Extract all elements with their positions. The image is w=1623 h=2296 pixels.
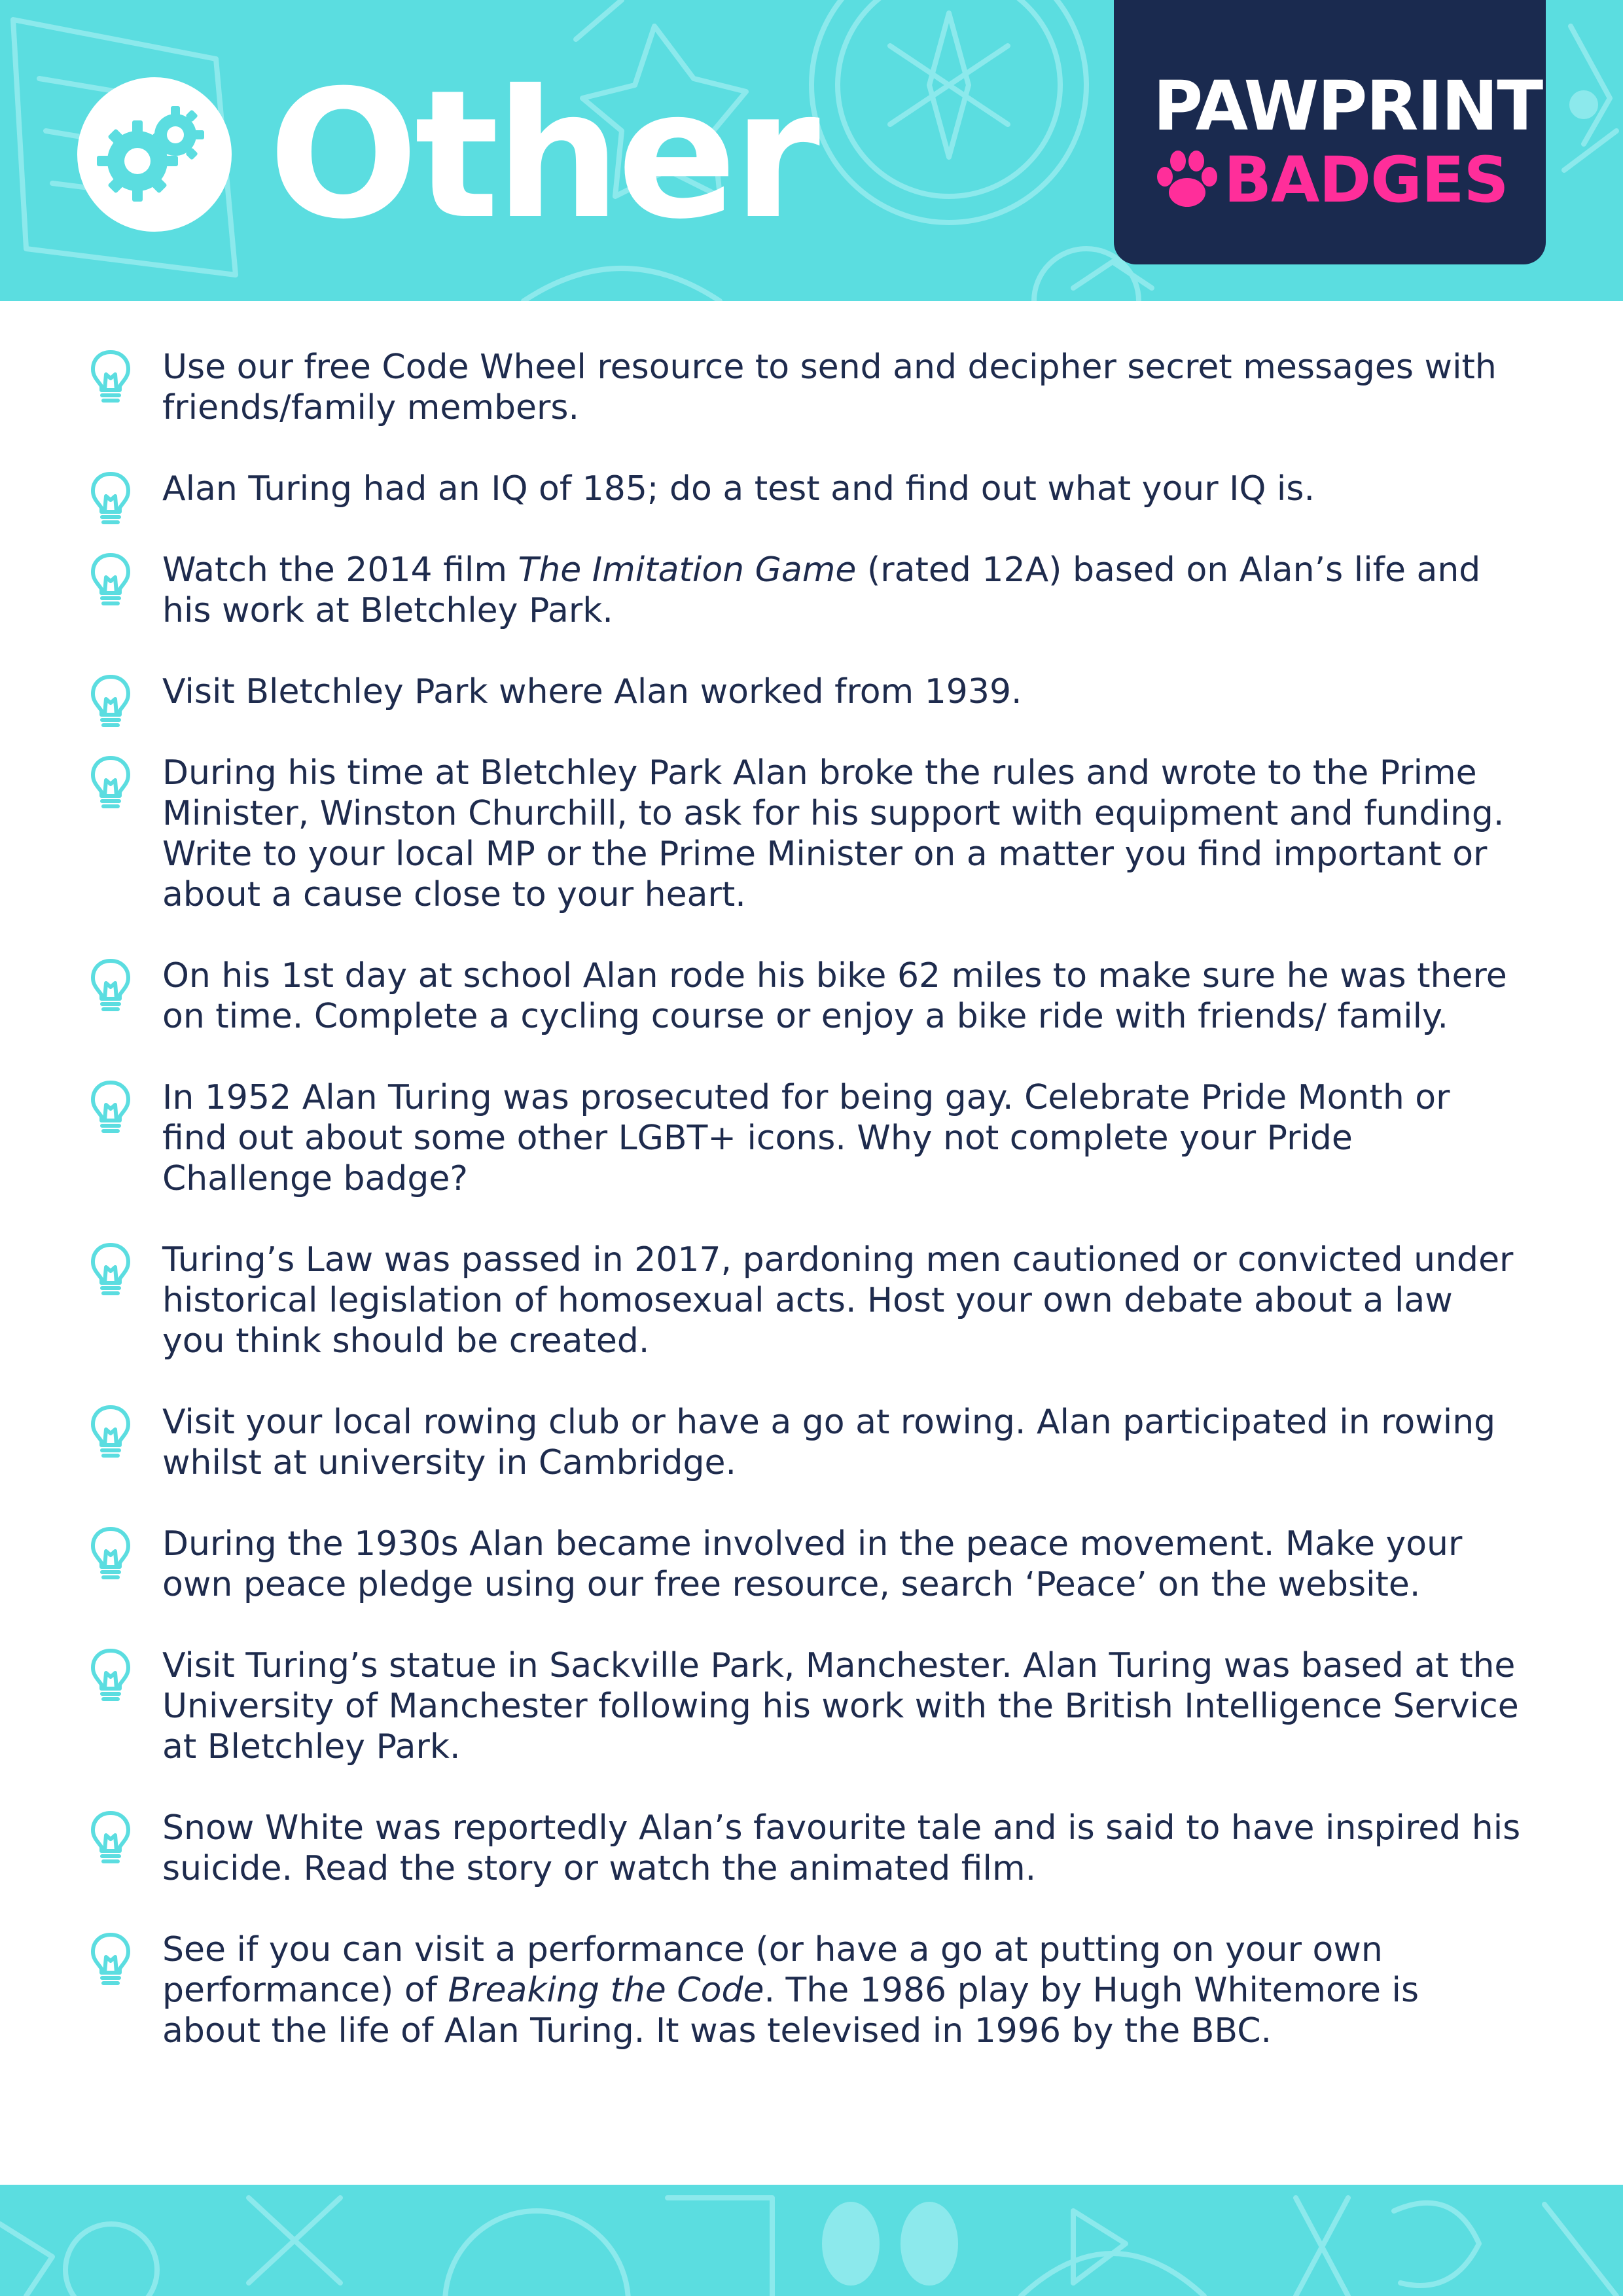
- doodle-pattern-footer: [0, 2185, 1623, 2296]
- lightbulb-icon: [89, 1809, 132, 1867]
- header-banner: [0, 0, 1623, 301]
- lightbulb-icon: [89, 1931, 132, 1988]
- lightbulb-icon: [89, 957, 132, 1014]
- list-item: [0, 1929, 1623, 2051]
- paw-icon: [1153, 148, 1219, 211]
- list-item-text: Alan Turing had an IQ of 185; do a test and find out what your IQ is.: [162, 469, 1315, 509]
- list-item-text: On his 1st day at school Alan rode his bike 62 miles to make sure he was there on time. Complete a cycling course or enjoy a bike ride with friends/ family.: [162, 956, 1507, 1036]
- category-badge: [77, 77, 232, 232]
- lightbulb-icon: [89, 1525, 132, 1583]
- pawprint-badges-logo: [1114, 0, 1546, 264]
- list-item: [0, 550, 1623, 631]
- list-item-text: Visit Turing’s statue in Sackville Park, Manchester. Alan Turing was based at the University of Manchester following his work with the British Intelligence Service at Bletchley Park.: [162, 1646, 1519, 1767]
- lightbulb-icon: [89, 470, 132, 528]
- lightbulb-icon: [89, 348, 132, 406]
- lightbulb-icon: [89, 1403, 132, 1461]
- activity-list: [0, 347, 1623, 2092]
- list-item: [0, 1524, 1623, 1605]
- italic-title: Breaking the Code: [448, 1971, 764, 2010]
- lightbulb-icon: [89, 754, 132, 812]
- list-item: [0, 956, 1623, 1037]
- list-item: [0, 1645, 1623, 1767]
- lightbulb-icon: [89, 1647, 132, 1704]
- list-item-text: Visit your local rowing club or have a go at rowing. Alan participated in rowing whilst at university in Cambridge.: [162, 1403, 1496, 1482]
- lightbulb-icon: [89, 551, 132, 609]
- list-item-text: In 1952 Alan Turing was prosecuted for being gay. Celebrate Pride Month or find out about some other LGBT+ icons. Why not complete your Pride Challenge badge?: [162, 1078, 1450, 1198]
- text-segment: (rated 12A) based on Alan’s life and his work at Bletchley Park.: [162, 550, 1481, 630]
- lightbulb-icon: [89, 673, 132, 730]
- list-item: [0, 469, 1623, 509]
- list-item-text: [162, 1929, 1525, 2051]
- text-segment: Watch the 2014 film: [162, 550, 518, 590]
- lightbulb-icon: [89, 1241, 132, 1299]
- logo-line-badges: BADGES: [1224, 143, 1508, 217]
- italic-title: The Imitation Game: [518, 550, 857, 590]
- list-item-text: Turing’s Law was passed in 2017, pardoning men cautioned or convicted under historical legislation of homosexual acts. Host your own debate about a law you think should be created.: [162, 1240, 1514, 1361]
- list-item-text: Use our free Code Wheel resource to send and decipher secret messages with friends/family members.: [162, 348, 1497, 427]
- list-item-text: [162, 550, 1525, 631]
- list-item: [0, 753, 1623, 915]
- list-item-text: Visit Bletchley Park where Alan worked from 1939.: [162, 672, 1022, 711]
- list-item: [0, 1240, 1623, 1361]
- list-item: [0, 672, 1623, 712]
- list-item-text: During his time at Bletchley Park Alan broke the rules and wrote to the Prime Minister, Winston Churchill, to ask for his support with equipment and funding. Write to your local MP or the Prime Minister on a matter you find important or about a cause close to your heart.: [162, 753, 1505, 914]
- gears-icon: [77, 77, 232, 232]
- list-item: [0, 1808, 1623, 1889]
- list-item: [0, 1077, 1623, 1199]
- logo-line-pawprint: PAWPRINT: [1153, 66, 1543, 146]
- lightbulb-icon: [89, 1079, 132, 1136]
- list-item: [0, 1402, 1623, 1483]
- footer-banner: [0, 2185, 1623, 2296]
- list-item-text: During the 1930s Alan became involved in the peace movement. Make your own peace pledge using our free resource, search ‘Peace’ on the website.: [162, 1524, 1463, 1604]
- list-item-text: Snow White was reportedly Alan’s favourite tale and is said to have inspired his suicide. Read the story or watch the animated film.: [162, 1808, 1521, 1888]
- text-segment: . The 1986 play by Hugh Whitemore is about the life of Alan Turing. It was televised in 1996 by the BBC.: [162, 1971, 1419, 2051]
- text-segment: See if you can visit a performance (or have a go at putting on your own performance) of: [162, 1930, 1383, 2010]
- page-title: Other: [268, 52, 817, 258]
- list-item: [0, 347, 1623, 428]
